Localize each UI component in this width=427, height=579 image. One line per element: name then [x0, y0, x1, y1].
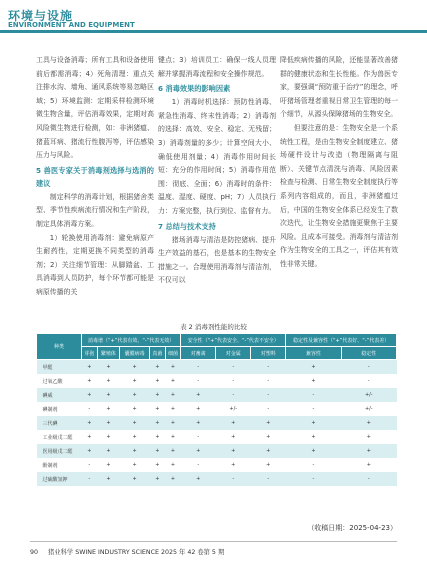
table-cell: + — [181, 472, 216, 486]
table-cell: + — [97, 374, 120, 388]
table-cell: +/- — [216, 402, 251, 416]
table-cell: + — [120, 430, 150, 444]
table-cell: + — [82, 360, 98, 375]
table-cell: + — [150, 444, 166, 458]
column-header: 芽孢 — [82, 347, 98, 360]
table-cell: - — [286, 472, 341, 486]
table-cell: + — [286, 444, 341, 458]
table-cell: + — [216, 458, 251, 472]
row-name: 工业级戊二醛 — [37, 430, 82, 444]
row-name: 过硫酸氢钾 — [37, 472, 82, 486]
table-cell: - — [181, 458, 216, 472]
table-cell: + — [165, 374, 181, 388]
text-column-1 — [36, 54, 154, 300]
table-subheader-row — [37, 347, 397, 360]
column-header: 繁殖体 — [97, 347, 120, 360]
table-cell: + — [341, 444, 396, 458]
column-header: 对金属 — [216, 347, 251, 360]
table-cell: - — [82, 458, 98, 472]
table-cell: + — [120, 416, 150, 430]
table-row — [37, 360, 397, 375]
row-name: 甲醛 — [37, 360, 82, 375]
table-cell: + — [150, 458, 166, 472]
column-header: 兼容性 — [286, 347, 341, 360]
table-cell: + — [150, 402, 166, 416]
table-cell: + — [120, 360, 150, 375]
disinfectant-comparison-table — [36, 333, 397, 486]
footer-rule — [30, 541, 397, 542]
table-cell: + — [97, 444, 120, 458]
table-cell: + — [150, 430, 166, 444]
table-cell: - — [216, 388, 251, 402]
table-cell: + — [120, 472, 150, 486]
header-kind: 种类 — [37, 334, 82, 360]
table-cell: + — [286, 374, 341, 388]
table-cell: - — [216, 360, 251, 375]
table-cell: + — [150, 374, 166, 388]
table-cell: + — [150, 360, 166, 375]
column-header: 细菌 — [165, 347, 181, 360]
table-cell: - — [341, 374, 396, 388]
header-title-cn: 环境与设施 — [8, 9, 74, 23]
table-row — [37, 388, 397, 402]
table-cell: +/- — [341, 402, 396, 416]
row-name: 三代碘 — [37, 416, 82, 430]
table-cell: + — [181, 388, 216, 402]
table-cell: + — [165, 402, 181, 416]
paragraph: 但要注意的是：生物安全是一个系统性工程，是由生物安全制度建立、猪场硬件设计与改造（物理隔离与阻断）、关键节点清洗与消毒、风险因素检查与检测、日常生物安全制度执行等系列内容组成的，而且，非洲猪瘟过后，中国的生物安全体系已经发生了数次迭代，让生物安全措施更聚焦于主要风险。且成本可接受。消毒剂与清洁剂作为生物安全的工具之一，评估其有效性非常关键。 — [280, 123, 398, 268]
table-cell: - — [286, 402, 341, 416]
table-cell: + — [216, 444, 251, 458]
header-group-stability: 稳定性及兼容性（“+”代表好、“-”代表差） — [286, 334, 397, 347]
table-cell: + — [120, 402, 150, 416]
table-row — [37, 374, 397, 388]
page-number: 90 — [30, 549, 39, 556]
paragraph: 键点；3）培训员工：确保一线人员理解并掌握消毒流程和安全操作规范。 — [158, 56, 276, 78]
table-cell: - — [251, 360, 286, 375]
table-row — [37, 430, 397, 444]
table-cell: + — [82, 388, 98, 402]
table-cell: + — [120, 388, 150, 402]
table-row — [37, 416, 397, 430]
row-name: 酚制剂 — [37, 458, 82, 472]
table-cell: + — [97, 472, 120, 486]
journal-name: 猪业科学 SWINE INDUSTRY SCIENCE 2025 年 42 卷第 5 期 — [48, 549, 225, 556]
table-cell: + — [97, 388, 120, 402]
table-cell: + — [97, 360, 120, 375]
table-row — [37, 472, 397, 486]
table-cell: + — [181, 444, 216, 458]
received-date: （收稿日期：2025-04-23） — [307, 524, 397, 532]
table-cell: - — [82, 472, 98, 486]
table-body — [37, 360, 397, 487]
table-cell: + — [165, 416, 181, 430]
header-group-spectrum: 消毒谱（“+”代表有效、“-”代表无效） — [82, 334, 181, 347]
table-cell: + — [251, 444, 286, 458]
table-cell: + — [286, 416, 341, 430]
table-row — [37, 458, 397, 472]
paragraph: 1）消毒时机选择：预防性消毒、紧急性消毒、终末性消毒；2）消毒剂的选择：高效、安全、稳定、无残留；3）消毒剂量的多少；计算空间大小、确低使用剂量；4）消毒作用时间长短：充分的作用时间；5）消毒作用范围：彻底、全面；6）消毒时的条件：温度、湿度、硬度、pH；7）人员执行力：方案完整，执行到位、监督有力。 — [158, 98, 276, 215]
table-cell: - — [251, 472, 286, 486]
table-cell: + — [97, 402, 120, 416]
section-heading-7: 7 总结与技术支持 — [158, 221, 216, 231]
table-cell: + — [286, 430, 341, 444]
table-cell: - — [251, 388, 286, 402]
header-rule — [0, 30, 427, 33]
section-heading-6: 6 消毒效果的影响因素 — [158, 84, 231, 94]
paragraph: 工具与设备消毒；所有工具和设备使用前后都需消毒；4）死角清理：重点关注排水沟、墙角、通风系统等易忽略区域；5）环境监测：定期采样检测环境微生物含量，评估消毒效果，定期对高风险微生物进行检测，如：非洲猪瘟、猪蓝耳病、猪流行性腹泻等，评估感染压力与风险。 — [36, 56, 154, 160]
row-name: 碘威 — [37, 388, 82, 402]
table-cell: - — [181, 430, 216, 444]
table-cell: + — [341, 430, 396, 444]
table-cell: - — [341, 360, 396, 375]
page-footer — [30, 547, 224, 556]
table-cell: + — [251, 416, 286, 430]
table-cell: + — [341, 458, 396, 472]
table-cell: + — [120, 444, 150, 458]
table-cell: + — [120, 374, 150, 388]
table-cell: - — [341, 472, 396, 486]
text-column-3 — [280, 54, 398, 272]
table-cell: - — [82, 402, 98, 416]
table-cell: - — [216, 374, 251, 388]
section-heading-5: 5 兽医专家关于消毒剂选择与选消的建议 — [36, 165, 154, 188]
header-group-safety: 安全性（“+”代表安全、“-”代表不安全） — [181, 334, 286, 347]
table-cell: + — [181, 402, 216, 416]
table-cell: - — [181, 360, 216, 375]
table-cell: + — [165, 444, 181, 458]
column-header: 真菌 — [150, 347, 166, 360]
column-header: 对畜禽 — [181, 347, 216, 360]
page-header — [0, 0, 427, 44]
column-header: 稳定性 — [341, 347, 396, 360]
table-cell: - — [216, 472, 251, 486]
table-cell: + — [97, 416, 120, 430]
table-cell: + — [82, 416, 98, 430]
table-cell: + — [82, 444, 98, 458]
table-cell: - — [181, 374, 216, 388]
paragraph: 制定科学的消毒计划，根据猪舍类型、季节性疾病流行情况和生产阶段，制定具体消毒方案。 — [36, 192, 154, 228]
table-cell: + — [165, 388, 181, 402]
table-cell: + — [120, 458, 150, 472]
row-name: 过氧乙酸 — [37, 374, 82, 388]
paragraph: 1）轮换使用消毒剂：避免病原产生耐药性，定期更换不同类型的消毒剂；2）关注细节管理：从脚踏盆、工具消毒到人员防护，每个环节都可能是病原传播的关 — [36, 233, 154, 296]
table-cell: + — [165, 472, 181, 486]
table-cell: + — [216, 416, 251, 430]
text-column-2 — [158, 54, 276, 288]
table-cell: +/- — [341, 388, 396, 402]
table-cell: - — [286, 458, 341, 472]
header-title-en: ENVIRONMENT AND EQUIPMENT — [8, 21, 135, 29]
table-cell: + — [251, 430, 286, 444]
row-name: 医用级戊二醛 — [37, 444, 82, 458]
paragraph: 降低疾病传播的风险，还能显著改善猪群的健康状态和生长性能。作为兽医专家，要强调“预防重于治疗”的理念，呼吁猪场管理者重视日常卫生管理的每一个细节，从源头保障猪场的生物安全。 — [280, 56, 398, 119]
table-cell: - — [286, 388, 341, 402]
row-name: 碘制剂 — [37, 402, 82, 416]
table-caption: 表 2 消毒剂性能的比较 — [180, 323, 247, 331]
table-header-row — [37, 334, 397, 347]
table-cell: + — [150, 388, 166, 402]
table-cell: + — [150, 416, 166, 430]
table-cell: + — [251, 458, 286, 472]
table-cell: + — [165, 360, 181, 375]
table-cell: + — [150, 472, 166, 486]
table-cell: - — [251, 402, 286, 416]
table-row — [37, 402, 397, 416]
table-cell: + — [181, 416, 216, 430]
column-header: 囊膜病毒 — [120, 347, 150, 360]
table-cell: + — [97, 458, 120, 472]
table-row — [37, 444, 397, 458]
table-cell: + — [286, 360, 341, 375]
table-cell: + — [216, 430, 251, 444]
column-header: 对塑料 — [251, 347, 286, 360]
table-cell: + — [165, 430, 181, 444]
table-cell: - — [251, 374, 286, 388]
table-cell: + — [82, 430, 98, 444]
table-cell: + — [165, 458, 181, 472]
table-cell: + — [341, 416, 396, 430]
table-cell: + — [97, 430, 120, 444]
paragraph: 猪场消毒与清洁是防控猪病、提升生产效益的基石，也是基本的生物安全措施之一。合理使用消毒剂与清洁剂，不仅可以 — [158, 235, 276, 285]
table-cell: + — [82, 374, 98, 388]
